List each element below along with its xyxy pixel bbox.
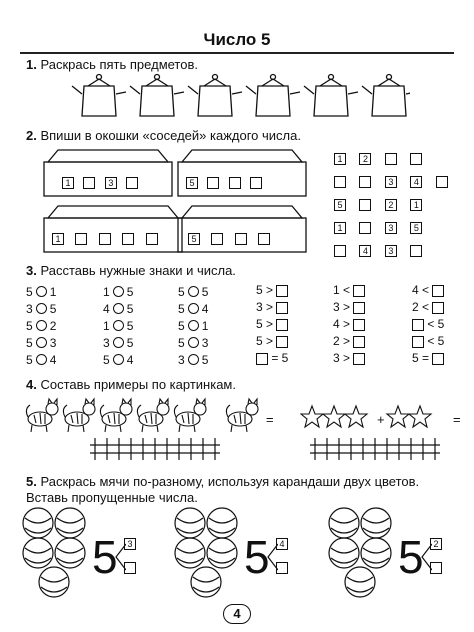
compare-col2: [103, 283, 133, 368]
task5-text-line2: Вставь пропущенные числа.: [26, 490, 198, 505]
house3-box[interactable]: [146, 233, 158, 245]
house4-windows: [188, 230, 270, 248]
ball-icon: [39, 567, 69, 597]
ball-icon: [329, 538, 359, 568]
answer-grid-right[interactable]: [310, 438, 440, 460]
compare-item: = 5: [256, 351, 288, 368]
house2-box[interactable]: [229, 177, 241, 189]
task3-text: Расставь нужные знаки и числа.: [40, 263, 236, 278]
answer-box[interactable]: [276, 285, 288, 297]
ball-icon: [191, 567, 221, 597]
compare-item: 3 >: [333, 300, 365, 317]
group3-top-box[interactable]: 2: [430, 538, 442, 550]
grid-box[interactable]: [359, 176, 371, 188]
compare-item: 1 <: [333, 283, 365, 300]
group3-big-number: 5: [398, 531, 424, 583]
teapot-icon: [246, 75, 300, 117]
stars-illustration[interactable]: [300, 404, 450, 432]
grid-row: [334, 196, 448, 219]
answer-box[interactable]: [353, 302, 365, 314]
house3-box[interactable]: [75, 233, 87, 245]
sign-circle[interactable]: [113, 354, 124, 365]
task5-number: 5.: [26, 474, 37, 489]
group1-top-box[interactable]: 3: [124, 538, 136, 550]
teapots-illustration[interactable]: [70, 72, 410, 122]
house4-box[interactable]: 5: [188, 233, 200, 245]
house1-box[interactable]: [83, 177, 95, 189]
sign-circle[interactable]: [188, 320, 199, 331]
compare-item: 3 5: [103, 336, 134, 350]
compare-item: 2 <: [412, 300, 444, 317]
compare-item: 3 >: [333, 351, 365, 368]
page-title: Число 5: [203, 30, 271, 49]
ball-icon: [329, 508, 359, 538]
house1-box[interactable]: 1: [62, 177, 74, 189]
house3-box[interactable]: [122, 233, 134, 245]
house1-box[interactable]: [126, 177, 138, 189]
house2-box[interactable]: 5: [186, 177, 198, 189]
grid-box[interactable]: [334, 176, 346, 188]
compare-item: 1 5: [103, 319, 134, 333]
compare-item: 3 5: [178, 353, 209, 367]
task2-text: Впиши в окошки «соседей» каждого числа.: [40, 128, 301, 143]
balls-group-3[interactable]: [326, 506, 396, 598]
task5-heading: [26, 474, 456, 506]
group2-bottom-box[interactable]: [276, 562, 288, 574]
grid-box[interactable]: 4: [359, 245, 371, 257]
group3-bottom-box[interactable]: [430, 562, 442, 574]
cat-icon: [26, 399, 58, 432]
house3-box[interactable]: [99, 233, 111, 245]
grid-box[interactable]: 3: [385, 176, 397, 188]
ball-icon: [23, 508, 53, 538]
task2-heading: [26, 128, 301, 143]
grid-box[interactable]: 1: [410, 199, 422, 211]
sign-circle[interactable]: [188, 354, 199, 365]
grid-row: [334, 173, 448, 196]
title-rule: [20, 52, 454, 54]
grid-box[interactable]: [359, 199, 371, 211]
sign-circle[interactable]: [36, 337, 47, 348]
grid-box[interactable]: 5: [410, 222, 422, 234]
star-icon: [409, 406, 431, 427]
compare-item: 5 1: [178, 319, 209, 333]
house2-windows: [186, 174, 262, 192]
ball-icon: [55, 508, 85, 538]
grid-box[interactable]: 2: [359, 153, 371, 165]
sign-circle[interactable]: [36, 286, 47, 297]
sign-circle[interactable]: [36, 303, 47, 314]
grid-row: [334, 242, 448, 265]
house3-box[interactable]: 1: [52, 233, 64, 245]
grid-box[interactable]: [436, 176, 448, 188]
answer-box[interactable]: [353, 336, 365, 348]
grid-row: [334, 219, 448, 242]
grid-box[interactable]: [359, 222, 371, 234]
star-icon: [387, 406, 409, 427]
teapot-icon: [188, 75, 242, 117]
sign-circle[interactable]: [113, 320, 124, 331]
compare-item: 2 >: [333, 334, 365, 351]
grid-box[interactable]: [334, 245, 346, 257]
house1-box[interactable]: 3: [105, 177, 117, 189]
teapot-icon: [72, 75, 126, 117]
teapot-icon: [304, 75, 358, 117]
compare-item: 3 >: [256, 300, 288, 317]
task1-heading: [26, 57, 198, 72]
cats-equals: =: [266, 412, 274, 427]
grid-box[interactable]: 4: [410, 176, 422, 188]
ball-icon: [175, 508, 205, 538]
task5-text-line1: Раскрась мячи по-разному, используя карандаши двух цветов.: [40, 474, 420, 489]
sign-circle[interactable]: [188, 303, 199, 314]
grid-box[interactable]: 1: [334, 222, 346, 234]
answer-box[interactable]: [412, 319, 424, 331]
neighbor-grid: [334, 150, 448, 265]
compare-item: 1 5: [103, 285, 134, 299]
answer-box[interactable]: [432, 302, 444, 314]
task3-number: 3.: [26, 263, 37, 278]
house2-box[interactable]: [207, 177, 219, 189]
stars-equals: =: [453, 412, 461, 427]
answer-box[interactable]: [276, 336, 288, 348]
sign-circle[interactable]: [113, 337, 124, 348]
sign-circle[interactable]: [36, 320, 47, 331]
task1-text: Раскрась пять предметов.: [40, 57, 198, 72]
grid-box[interactable]: 5: [334, 199, 346, 211]
compare-item: 5 4: [103, 353, 134, 367]
compare-item: 5 4: [26, 353, 57, 367]
compare-col6: [412, 283, 444, 368]
star-icon: [323, 406, 345, 427]
stars-plus: +: [377, 412, 385, 427]
answer-box[interactable]: [432, 353, 444, 365]
compare-item: 5 =: [412, 351, 444, 368]
ball-icon: [207, 538, 237, 568]
grid-box[interactable]: [410, 153, 422, 165]
answer-box[interactable]: [256, 353, 268, 365]
answer-box[interactable]: [353, 319, 365, 331]
compare-item: 5 1: [26, 285, 57, 299]
grid-box[interactable]: 2: [385, 199, 397, 211]
house1-windows: [62, 174, 138, 192]
ball-icon: [55, 538, 85, 568]
compare-item: 5 3: [178, 336, 209, 350]
ball-icon: [361, 538, 391, 568]
cats-illustration[interactable]: [24, 395, 264, 435]
compare-item: 4 >: [333, 317, 365, 334]
answer-box[interactable]: [353, 285, 365, 297]
answer-grid-left[interactable]: [90, 438, 220, 460]
compare-item: 4 5: [103, 302, 134, 316]
ball-icon: [207, 508, 237, 538]
star-icon: [301, 406, 323, 427]
compare-col5: [333, 283, 365, 368]
house4-box[interactable]: [258, 233, 270, 245]
house4-box[interactable]: [235, 233, 247, 245]
house2-box[interactable]: [250, 177, 262, 189]
compare-col4: [256, 283, 288, 368]
cat-icon: [100, 399, 132, 432]
group1-big-number: 5: [92, 531, 118, 583]
grid-box[interactable]: 3: [385, 222, 397, 234]
grid-row: [334, 150, 448, 173]
compare-item: < 5: [412, 334, 444, 351]
sign-circle[interactable]: [113, 303, 124, 314]
grid-box[interactable]: [410, 245, 422, 257]
balls-group-1[interactable]: [20, 506, 90, 598]
group2-big-number: 5: [244, 531, 270, 583]
sign-circle[interactable]: [36, 354, 47, 365]
cat-icon: [137, 399, 169, 432]
task2-number: 2.: [26, 128, 37, 143]
ball-icon: [175, 538, 205, 568]
group1-bottom-box[interactable]: [124, 562, 136, 574]
compare-item: 5 >: [256, 334, 288, 351]
cat-icon: [63, 399, 95, 432]
sign-circle[interactable]: [113, 286, 124, 297]
answer-box[interactable]: [353, 353, 365, 365]
task4-text: Составь примеры по картинкам.: [40, 377, 236, 392]
balls-group-2[interactable]: [172, 506, 242, 598]
group2-top-box[interactable]: 4: [276, 538, 288, 550]
answer-box[interactable]: [432, 285, 444, 297]
ball-icon: [345, 567, 375, 597]
task1-number: 1.: [26, 57, 37, 72]
answer-box[interactable]: [412, 336, 424, 348]
house4-box[interactable]: [211, 233, 223, 245]
compare-item: 5 5: [178, 285, 209, 299]
answer-box[interactable]: [276, 319, 288, 331]
compare-item: 3 5: [26, 302, 57, 316]
compare-item: 5 3: [26, 336, 57, 350]
compare-col3: [178, 283, 208, 368]
grid-box[interactable]: 1: [334, 153, 346, 165]
answer-box[interactable]: [276, 302, 288, 314]
task4-heading: [26, 377, 236, 392]
teapot-icon: [130, 75, 184, 117]
sign-circle[interactable]: [188, 286, 199, 297]
cat-icon: [226, 399, 258, 432]
ball-icon: [361, 508, 391, 538]
compare-item: < 5: [412, 317, 444, 334]
grid-box[interactable]: 3: [385, 245, 397, 257]
ball-icon: [23, 538, 53, 568]
star-icon: [345, 406, 367, 427]
compare-item: 5 4: [178, 302, 209, 316]
compare-col1: [26, 283, 56, 368]
compare-item: 5 2: [26, 319, 57, 333]
compare-item: 4 <: [412, 283, 444, 300]
compare-item: 5 >: [256, 317, 288, 334]
cat-icon: [174, 399, 206, 432]
grid-box[interactable]: [385, 153, 397, 165]
page-number: 4: [223, 604, 251, 624]
task4-number: 4.: [26, 377, 37, 392]
teapot-icon: [362, 75, 410, 117]
house3-windows: [52, 230, 158, 248]
compare-item: 5 >: [256, 283, 288, 300]
task3-heading: [26, 263, 236, 278]
sign-circle[interactable]: [188, 337, 199, 348]
